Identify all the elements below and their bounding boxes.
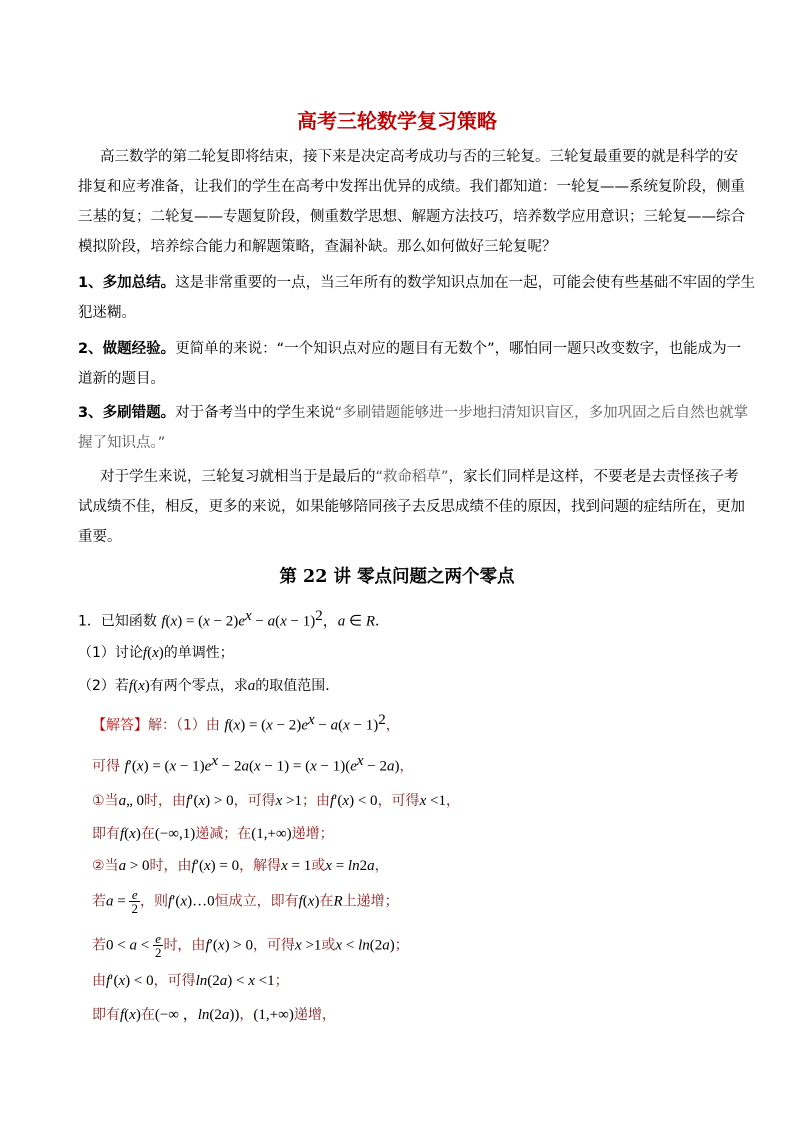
tip-2 — [78, 339, 741, 359]
problem-part-2: （2）若f(x)有两个零点，求a的取值范围． — [78, 678, 340, 694]
function-definition: f — [161, 613, 166, 630]
tip-3-text-a: 对于备考当中的学生来说 — [175, 405, 335, 421]
tip-2-text: 更简单的来说：“一个知识点对应的题目有无数个”，哪怕同一题只改变数字，也能成为一 — [175, 341, 742, 357]
solution-line-8: 由f′(x) < 0，可得ln(2a) < x <1； — [92, 973, 289, 989]
tip-1-cont: 犯迷糊。 — [78, 305, 136, 321]
sol-5-e: ， — [374, 858, 389, 874]
sol-9-d: 递增， — [293, 1007, 336, 1023]
sol-9-a: 即有 — [92, 1007, 120, 1023]
solution-line-7: 若0 < a < $\frac{e}{2}$ 时，由f′(x) > 0，可得x >1或x < ln(2a)； — [92, 931, 409, 960]
closing-line-3: 重要。 — [78, 529, 122, 545]
sol-7-d: 或 — [321, 937, 336, 954]
intro-line-4: 模拟阶段，培养综合能力和解题策略，查漏补缺。那么如何做好三轮复呢？ — [78, 239, 557, 255]
solution-line-9: 即有f(x)在(−∞ ，ln(2a))，(1,+∞)递增， — [92, 1007, 336, 1023]
sol-7-b: 时，由 — [163, 937, 206, 954]
fraction-e-over-2-b: $\frac{e}{2}$ — [154, 931, 162, 960]
sol-3-c: ，可得 — [233, 793, 276, 809]
closing-line-1-a: 对于学生来说，三轮复习就相当于是最后的 — [100, 469, 376, 485]
sol-3-d: ；由 — [301, 793, 330, 809]
answer-tag: 【解答】 — [92, 717, 148, 734]
problem-stem: 1．已知函数 $f(x) = (x - 2)e^x - a(x - 1)^2$，a ∈ R． — [78, 608, 390, 630]
fraction-e-over-2: $\frac{e}{2}$ — [131, 887, 138, 916]
tip-3-label: 3、多刷错题。 — [78, 405, 176, 421]
tip-1 — [78, 273, 755, 293]
part-2-prefix: （2）若 — [78, 678, 129, 694]
sol-5-c: ，解得 — [239, 858, 282, 874]
part-1-prefix: （1）讨论 — [78, 645, 143, 661]
intro-line-2: 排复和应考准备，让我们的学生在高考中发挥出优异的成绩。我们都知道：一轮复——系统复阶段，侧重 — [78, 179, 745, 195]
sol-8-a: 由 — [92, 973, 106, 989]
sol-4-c: 递减；在 — [195, 826, 252, 842]
sol-5-d: 或 — [311, 858, 326, 874]
sol-6-b: ，则 — [139, 893, 168, 910]
solution-line-5: ②当a > 0时，由f′(x) = 0，解得x = 1或x = ln2a， — [92, 858, 389, 874]
tip-3-cont: 握了知识点。” — [78, 435, 166, 451]
closing-line-2: 试成绩不佳，相反，更多的来说，如果能够陪同孩子去反思成绩不佳的原因，找到问题的症结所在，更加 — [78, 499, 745, 515]
sol-5-b: 时，由 — [149, 858, 192, 874]
sol-4-d: 递增； — [291, 826, 334, 842]
closing-quote: “救命稻草” — [375, 469, 449, 485]
tip-2-label: 2、做题经验。 — [78, 341, 176, 357]
sol-4-b: 在 — [140, 826, 155, 842]
sol-3-b: 时，由 — [143, 793, 186, 809]
tip-3 — [78, 403, 748, 423]
page-title: 高考三轮数学复习策略 — [297, 109, 497, 133]
sol-6-e: 上递增； — [342, 893, 399, 910]
sol-3-e: ，可得 — [377, 793, 420, 809]
sol-7-c: ，可得 — [253, 937, 296, 954]
sol-1-b: ， — [385, 717, 400, 734]
closing-line-1-c: ，家长们同样是这样，不要老是去责怪孩子考 — [448, 469, 739, 485]
sol-6-a: 若 — [92, 893, 106, 910]
intro-line-3: 三基的复；二轮复——专题复阶段，侧重数学思想、解题方法技巧，培养数学应用意识；三轮复——综合 — [78, 209, 745, 225]
sol-7-e: ； — [394, 937, 409, 954]
solution-line-6: 若a = $\frac{e}{2}$ ，则f′(x)…0恒成立，即有f(x)在R上递增； — [92, 887, 399, 916]
tip-1-text: 这是非常重要的一点，当三年所有的数学知识点加在一起，可能会使有些基础不牢固的学生 — [175, 275, 756, 291]
problem-stem-prefix: 1．已知函数 — [78, 613, 157, 630]
tip-3-quote: “多刷错题能够进一步地扫清知识盲区，多加巩固之后自然也就掌 — [334, 405, 749, 421]
tip-2-cont: 道新的题目。 — [78, 371, 165, 387]
problem-stem-suffix: ． — [375, 613, 390, 630]
sol-7-a: 若 — [92, 937, 106, 954]
sol-3-f: ， — [445, 793, 460, 809]
tip-1-label: 1、多加总结。 — [78, 275, 176, 291]
section-title: 第 22 讲 零点问题之两个零点 — [279, 567, 515, 587]
intro-line-1: 高三数学的第二轮复即将结束，接下来是决定高考成功与否的三轮复。三轮复最重要的就是科学的安 — [100, 149, 738, 165]
part-2-suffix: 的取值范围． — [255, 678, 340, 694]
solution-line-2: 可得 $f'(x) = (x - 1)e^x - 2a(x - 1) = (x - 1)(e^x - 2a)$， — [92, 753, 414, 775]
solution-line-1: 【解答】解：（1）由 $f(x) = (x - 2)e^x - a(x - 1)^2$， — [92, 712, 400, 734]
problem-part-1: （1）讨论f(x)的单调性； — [78, 645, 234, 661]
sol-6-c: 恒成立，即有 — [214, 893, 299, 910]
part-2-middle: 有两个零点，求 — [149, 678, 248, 694]
sol-2-b: ， — [399, 758, 414, 775]
sol-8-c: ； — [274, 973, 289, 989]
sol-5-a: ②当 — [92, 858, 119, 874]
solution-line-4: 即有f(x)在(−∞,1)递减；在(1,+∞)递增； — [92, 826, 334, 842]
sol-3-a: ①当 — [92, 793, 119, 809]
sol-9-b: 在 — [140, 1007, 155, 1023]
sol-1-a: 解：（1）由 — [148, 717, 220, 734]
sol-2-a: 可得 — [92, 758, 120, 775]
sol-8-b: ，可得 — [153, 973, 196, 989]
sol-4-a: 即有 — [92, 826, 120, 842]
sol-6-d: 在 — [319, 893, 334, 910]
part-1-suffix: 的单调性； — [163, 645, 234, 661]
closing-line-1 — [100, 467, 739, 487]
solution-line-3: ①当a„ 0时，由f′(x) > 0，可得x >1；由f′(x) < 0，可得x <1， — [92, 793, 460, 809]
sol-9-c: ， — [239, 1007, 254, 1023]
